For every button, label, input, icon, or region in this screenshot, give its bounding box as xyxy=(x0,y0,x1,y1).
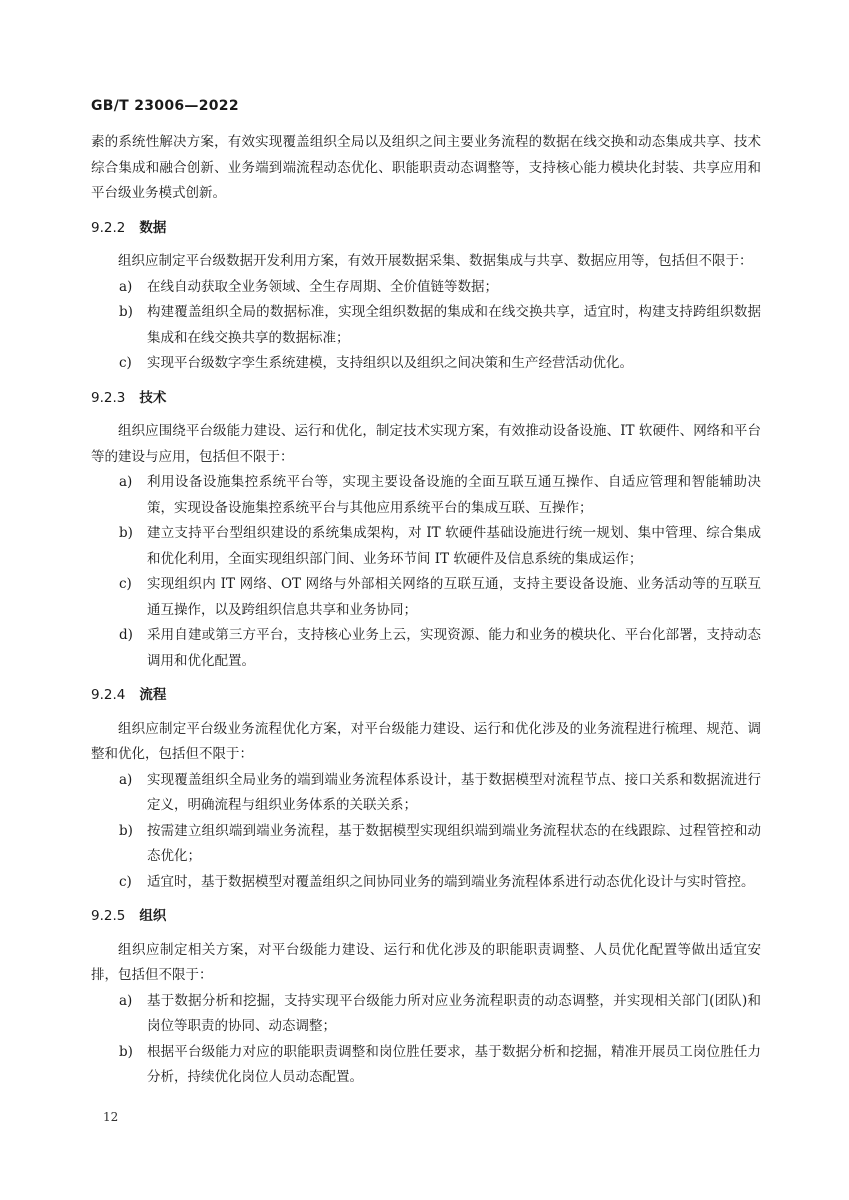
list-item-label: b) xyxy=(119,304,133,320)
list-item-text: 实现组织内 IT 网络、OT 网络与外部相关网络的互联互通，支持主要设备设施、业务活动等的互联互通互操作，以及跨组织信息共享和业务协同； xyxy=(147,576,761,618)
list-item-label: a) xyxy=(119,771,133,788)
list-item xyxy=(91,1040,761,1091)
document-body xyxy=(91,130,761,1091)
section-title: 技术 xyxy=(139,389,167,406)
list-item xyxy=(91,819,761,870)
section-number: 9.2.5 xyxy=(91,908,126,924)
section-heading xyxy=(91,904,761,930)
list-item xyxy=(91,572,761,623)
section-title: 组织 xyxy=(139,908,167,924)
list-item-text: 实现平台级数字孪生系统建模，支持组织以及组织之间决策和生产经营活动优化。 xyxy=(147,355,633,371)
list-item xyxy=(91,275,761,301)
section-number: 9.2.3 xyxy=(91,389,126,406)
section-heading xyxy=(91,386,761,412)
list-item xyxy=(91,623,761,674)
list-item-text: 在线自动获取全业务领域、全生存周期、全价值链等数据； xyxy=(147,278,498,295)
list-item-text: 利用设备设施集控系统平台等，实现主要设备设施的全面互联互通互操作、自适应管理和智能辅助决策，实现设备设施集控系统平台与其他应用系统平台的集成互联、互操作； xyxy=(147,474,761,516)
section-paragraph: 组织应制定平台级业务流程优化方案，对平台级能力建设、运行和优化涉及的业务流程进行梳理、规范、调整和优化，包括但不限于： xyxy=(91,720,761,762)
section-number: 9.2.2 xyxy=(91,219,126,236)
list-item-label: c) xyxy=(119,355,132,371)
list-item-label: a) xyxy=(119,278,133,295)
list-item xyxy=(91,870,761,896)
section-number: 9.2.4 xyxy=(91,687,126,703)
list-item-label: a) xyxy=(119,992,133,1009)
list-item-text: 基于数据分析和挖掘，支持实现平台级能力所对应业务流程职责的动态调整，并实现相关部门(团队)和岗位等职责的协同、动态调整； xyxy=(147,992,761,1034)
list-item-label: c) xyxy=(119,576,132,592)
list-item-label: b) xyxy=(119,525,133,541)
list-item xyxy=(91,351,761,377)
list-item-text: 按需建立组织端到端业务流程，基于数据模型实现组织端到端业务流程状态的在线跟踪、过程管控和动态优化； xyxy=(147,822,761,864)
section-paragraph: 组织应围绕平台级能力建设、运行和优化，制定技术实现方案，有效推动设备设施、IT 软硬件、网络和平台等的建设与应用，包括但不限于： xyxy=(91,423,761,465)
list-item xyxy=(91,470,761,521)
list-item xyxy=(91,989,761,1040)
list-item-label: b) xyxy=(119,1043,133,1060)
section-title: 数据 xyxy=(139,219,167,236)
list-item-text: 采用自建或第三方平台，支持核心业务上云，实现资源、能力和业务的模块化、平台化部署，支持动态调用和优化配置。 xyxy=(147,627,761,669)
list-item-label: a) xyxy=(119,474,133,490)
list-item-text: 构建覆盖组织全局的数据标准，实现全组织数据的集成和在线交换共享，适宜时，构建支持跨组织数据集成和在线交换共享的数据标准； xyxy=(147,304,761,346)
section-paragraph: 组织应制定相关方案，对平台级能力建设、运行和优化涉及的职能职责调整、人员优化配置等做出适宜安排，包括但不限于： xyxy=(91,941,761,983)
list-item-text: 实现覆盖组织全局业务的端到端业务流程体系设计，基于数据模型对流程节点、接口关系和数据流进行定义，明确流程与组织业务体系的关联关系； xyxy=(147,771,761,813)
list-item-label: c) xyxy=(119,873,132,890)
section-title: 流程 xyxy=(139,687,167,703)
list-item-label: d) xyxy=(119,627,133,643)
section-heading xyxy=(91,216,761,242)
list-item-label: b) xyxy=(119,822,133,839)
list-item xyxy=(91,768,761,819)
page-number: 12 xyxy=(103,1110,119,1124)
list-item xyxy=(91,300,761,351)
list-item xyxy=(91,521,761,572)
list-item-text: 适宜时，基于数据模型对覆盖组织之间协同业务的端到端业务流程体系进行动态优化设计与实时管控。 xyxy=(147,873,755,890)
standard-header: GB/T 23006—2022 xyxy=(91,98,239,114)
list-item-text: 建立支持平台型组织建设的系统集成架构，对 IT 软硬件基础设施进行统一规划、集中管理、综合集成和优化利用，全面实现组织部门间、业务环节间 IT 软硬件及信息系统的集成运作； xyxy=(147,525,761,567)
intro-paragraph: 素的系统性解决方案，有效实现覆盖组织全局以及组织之间主要业务流程的数据在线交换和动态集成共享、技术综合集成和融合创新、业务端到端流程动态优化、职能职责动态调整等，支持核心能力模块化封装、共享应用和平台级业务模式创新。 xyxy=(91,134,761,201)
list-item-text: 根据平台级能力对应的职能职责调整和岗位胜任要求，基于数据分析和挖掘，精准开展员工岗位胜任力分析，持续优化岗位人员动态配置。 xyxy=(147,1043,761,1085)
section-heading xyxy=(91,683,761,709)
section-paragraph: 组织应制定平台级数据开发利用方案，有效开展数据采集、数据集成与共享、数据应用等，包括但不限于： xyxy=(118,253,753,269)
